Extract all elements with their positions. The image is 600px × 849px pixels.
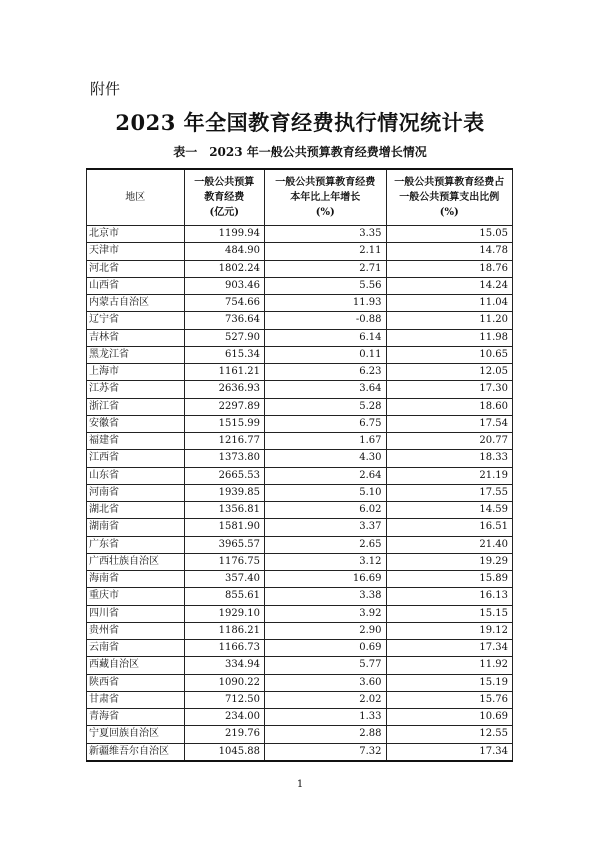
table-row xyxy=(87,691,513,708)
funds-cell: 1166.73 xyxy=(184,640,264,657)
growth-cell: 3.37 xyxy=(265,519,387,536)
share-cell: 19.12 xyxy=(386,622,512,639)
growth-cell: 6.75 xyxy=(265,415,387,432)
funds-cell: 1515.99 xyxy=(184,415,264,432)
growth-cell: 3.92 xyxy=(265,605,387,622)
table-row xyxy=(87,415,513,432)
header-growth xyxy=(265,169,387,226)
funds-cell: 1581.90 xyxy=(184,519,264,536)
table-row xyxy=(87,226,513,243)
share-cell: 20.77 xyxy=(386,433,512,450)
funds-cell: 1802.24 xyxy=(184,260,264,277)
funds-cell: 615.34 xyxy=(184,346,264,363)
share-cell: 16.13 xyxy=(386,588,512,605)
share-cell: 15.19 xyxy=(386,674,512,691)
growth-cell: 16.69 xyxy=(265,571,387,588)
funds-cell: 3965.57 xyxy=(184,536,264,553)
table-row xyxy=(87,450,513,467)
growth-cell: 2.71 xyxy=(265,260,387,277)
share-cell: 15.76 xyxy=(386,691,512,708)
growth-cell: 3.35 xyxy=(265,226,387,243)
growth-cell: 6.02 xyxy=(265,502,387,519)
region-cell: 福建省 xyxy=(87,433,185,450)
header-share-line: 一般公共预算教育经费占 xyxy=(394,177,505,188)
funds-cell: 1045.88 xyxy=(184,743,264,761)
share-cell: 12.05 xyxy=(386,364,512,381)
page-title: 2023 年全国教育经费执行情况统计表 xyxy=(115,110,485,135)
table-row xyxy=(87,433,513,450)
table-row xyxy=(87,726,513,743)
growth-cell: 3.64 xyxy=(265,381,387,398)
share-cell: 16.51 xyxy=(386,519,512,536)
header-funds-line: 教育经费 xyxy=(204,192,245,203)
growth-cell: 6.14 xyxy=(265,329,387,346)
share-cell: 17.34 xyxy=(386,743,512,761)
growth-cell: -0.88 xyxy=(265,312,387,329)
table-row xyxy=(87,553,513,570)
funds-cell: 855.61 xyxy=(184,588,264,605)
funds-cell: 2665.53 xyxy=(184,467,264,484)
share-cell: 11.04 xyxy=(386,295,512,312)
growth-cell: 3.12 xyxy=(265,553,387,570)
funds-cell: 1373.80 xyxy=(184,450,264,467)
funds-cell: 527.90 xyxy=(184,329,264,346)
growth-cell: 2.02 xyxy=(265,691,387,708)
share-cell: 12.55 xyxy=(386,726,512,743)
table-row xyxy=(87,364,513,381)
table-row xyxy=(87,571,513,588)
table-row xyxy=(87,329,513,346)
table-row xyxy=(87,640,513,657)
growth-cell: 5.56 xyxy=(265,277,387,294)
region-cell: 河南省 xyxy=(87,484,185,501)
share-cell: 14.78 xyxy=(386,243,512,260)
region-cell: 重庆市 xyxy=(87,588,185,605)
funds-cell: 1939.85 xyxy=(184,484,264,501)
growth-cell: 2.64 xyxy=(265,467,387,484)
growth-cell: 2.65 xyxy=(265,536,387,553)
table-subtitle: 表一 2023 年一般公共预算教育经费增长情况 xyxy=(173,145,427,159)
region-cell: 山西省 xyxy=(87,277,185,294)
funds-cell: 334.94 xyxy=(184,657,264,674)
statistics-table xyxy=(86,168,513,762)
growth-cell: 7.32 xyxy=(265,743,387,761)
header-share xyxy=(386,169,512,226)
header-funds xyxy=(184,169,264,226)
growth-cell: 5.28 xyxy=(265,398,387,415)
header-growth-line: 一般公共预算教育经费 xyxy=(275,177,376,188)
table-row xyxy=(87,277,513,294)
funds-cell: 234.00 xyxy=(184,709,264,726)
region-cell: 江西省 xyxy=(87,450,185,467)
share-cell: 18.76 xyxy=(386,260,512,277)
growth-cell: 2.90 xyxy=(265,622,387,639)
share-cell: 15.89 xyxy=(386,571,512,588)
table-row xyxy=(87,519,513,536)
region-cell: 贵州省 xyxy=(87,622,185,639)
growth-cell: 4.30 xyxy=(265,450,387,467)
region-cell: 广东省 xyxy=(87,536,185,553)
header-share-line: 一般公共预算支出比例 xyxy=(399,192,500,203)
growth-cell: 2.88 xyxy=(265,726,387,743)
table-row xyxy=(87,260,513,277)
header-share-unit: (%) xyxy=(439,207,459,218)
header-growth-unit: (%) xyxy=(315,207,335,218)
funds-cell: 1090.22 xyxy=(184,674,264,691)
funds-cell: 754.66 xyxy=(184,295,264,312)
growth-cell: 1.33 xyxy=(265,709,387,726)
table-row xyxy=(87,605,513,622)
region-cell: 湖北省 xyxy=(87,502,185,519)
region-cell: 内蒙古自治区 xyxy=(87,295,185,312)
region-cell: 广西壮族自治区 xyxy=(87,553,185,570)
growth-cell: 5.10 xyxy=(265,484,387,501)
growth-cell: 6.23 xyxy=(265,364,387,381)
region-cell: 青海省 xyxy=(87,709,185,726)
region-cell: 西藏自治区 xyxy=(87,657,185,674)
region-cell: 黑龙江省 xyxy=(87,346,185,363)
share-cell: 14.59 xyxy=(386,502,512,519)
region-cell: 辽宁省 xyxy=(87,312,185,329)
region-cell: 浙江省 xyxy=(87,398,185,415)
funds-cell: 712.50 xyxy=(184,691,264,708)
region-cell: 安徽省 xyxy=(87,415,185,432)
funds-cell: 1186.21 xyxy=(184,622,264,639)
region-cell: 海南省 xyxy=(87,571,185,588)
share-cell: 11.92 xyxy=(386,657,512,674)
share-cell: 15.15 xyxy=(386,605,512,622)
growth-cell: 0.69 xyxy=(265,640,387,657)
share-cell: 17.55 xyxy=(386,484,512,501)
growth-cell: 11.93 xyxy=(265,295,387,312)
table-row xyxy=(87,484,513,501)
funds-cell: 219.76 xyxy=(184,726,264,743)
share-cell: 19.29 xyxy=(386,553,512,570)
table-row xyxy=(87,536,513,553)
share-cell: 11.20 xyxy=(386,312,512,329)
table-row xyxy=(87,709,513,726)
region-cell: 上海市 xyxy=(87,364,185,381)
region-cell: 天津市 xyxy=(87,243,185,260)
funds-cell: 1929.10 xyxy=(184,605,264,622)
region-cell: 四川省 xyxy=(87,605,185,622)
share-cell: 21.40 xyxy=(386,536,512,553)
table-row xyxy=(87,346,513,363)
table-row xyxy=(87,588,513,605)
share-cell: 17.54 xyxy=(386,415,512,432)
table-row xyxy=(87,657,513,674)
region-cell: 江苏省 xyxy=(87,381,185,398)
header-funds-unit: (亿元) xyxy=(209,207,240,218)
table-row xyxy=(87,398,513,415)
table-row xyxy=(87,243,513,260)
header-growth-line: 本年比上年增长 xyxy=(290,192,361,203)
funds-cell: 903.46 xyxy=(184,277,264,294)
table-header-row xyxy=(87,169,513,226)
growth-cell: 3.38 xyxy=(265,588,387,605)
region-cell: 甘肃省 xyxy=(87,691,185,708)
share-cell: 10.69 xyxy=(386,709,512,726)
region-cell: 新疆维吾尔自治区 xyxy=(87,743,185,761)
funds-cell: 484.90 xyxy=(184,243,264,260)
share-cell: 18.33 xyxy=(386,450,512,467)
funds-cell: 1216.77 xyxy=(184,433,264,450)
growth-cell: 1.67 xyxy=(265,433,387,450)
share-cell: 21.19 xyxy=(386,467,512,484)
table-body xyxy=(87,226,513,761)
funds-cell: 357.40 xyxy=(184,571,264,588)
growth-cell: 3.60 xyxy=(265,674,387,691)
header-funds-line: 一般公共预算 xyxy=(194,177,255,188)
table-row xyxy=(87,674,513,691)
funds-cell: 736.64 xyxy=(184,312,264,329)
header-region: 地区 xyxy=(87,169,185,226)
funds-cell: 2297.89 xyxy=(184,398,264,415)
growth-cell: 5.77 xyxy=(265,657,387,674)
share-cell: 17.34 xyxy=(386,640,512,657)
growth-cell: 2.11 xyxy=(265,243,387,260)
table-row xyxy=(87,312,513,329)
region-cell: 湖南省 xyxy=(87,519,185,536)
region-cell: 吉林省 xyxy=(87,329,185,346)
funds-cell: 1199.94 xyxy=(184,226,264,243)
share-cell: 15.05 xyxy=(386,226,512,243)
funds-cell: 1356.81 xyxy=(184,502,264,519)
funds-cell: 2636.93 xyxy=(184,381,264,398)
region-cell: 云南省 xyxy=(87,640,185,657)
share-cell: 10.65 xyxy=(386,346,512,363)
table-row xyxy=(87,743,513,761)
funds-cell: 1161.21 xyxy=(184,364,264,381)
share-cell: 18.60 xyxy=(386,398,512,415)
funds-cell: 1176.75 xyxy=(184,553,264,570)
region-cell: 河北省 xyxy=(87,260,185,277)
region-cell: 宁夏回族自治区 xyxy=(87,726,185,743)
table-row xyxy=(87,502,513,519)
region-cell: 山东省 xyxy=(87,467,185,484)
table-row xyxy=(87,295,513,312)
share-cell: 17.30 xyxy=(386,381,512,398)
region-cell: 北京市 xyxy=(87,226,185,243)
table-row xyxy=(87,467,513,484)
page-number: 1 xyxy=(296,779,304,790)
region-cell: 陕西省 xyxy=(87,674,185,691)
table-row xyxy=(87,622,513,639)
attachment-label: 附件 xyxy=(90,80,121,98)
table-row xyxy=(87,381,513,398)
share-cell: 14.24 xyxy=(386,277,512,294)
share-cell: 11.98 xyxy=(386,329,512,346)
growth-cell: 0.11 xyxy=(265,346,387,363)
